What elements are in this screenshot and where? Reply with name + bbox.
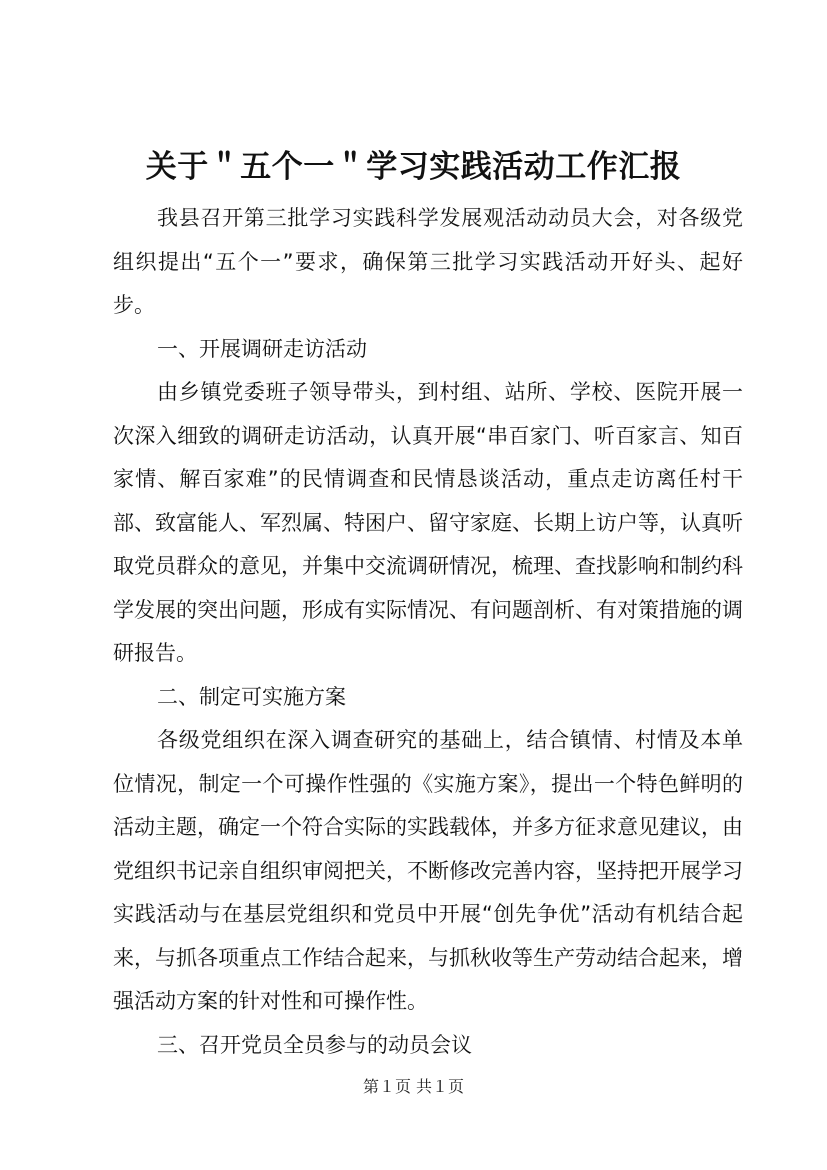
document-body [113,197,743,1067]
intro-paragraph: 我县召开第三批学习实践科学发展观活动动员大会，对各级党组织提出“五个一”要求，确保第三批学习实践活动开好头、起好步。 [113,206,743,317]
section-heading-2: 二、制定可实施方案 [157,684,346,709]
section-heading-1: 一、开展调研走访活动 [157,336,367,361]
section-paragraph-2: 各级党组织在深入调查研究的基础上，结合镇情、村情及本单位情况，制定一个可操作性强的《实施方案》，提出一个特色鲜明的活动主题，确定一个符合实际的实践载体，并多方征求意见建议，由党组织书记亲自组织审阅把关，不断修改完善内容，坚持把开展学习实践活动与在基层党组织和党员中开展“创先争优”活动有机结合起来，与抓各项重点工作结合起来，与抓秋收等生产劳动结合起来，增强活动方案的针对性和可操作性。 [113,728,743,1013]
section-paragraph-1: 由乡镇党委班子领导带头，到村组、站所、学校、医院开展一次深入细致的调研走访活动，认真开展“串百家门、听百家言、知百家情、解百家难”的民情调查和民情恳谈活动，重点走访离任村干部、致富能人、军烈属、特困户、留守家庭、长期上访户等，认真听取党员群众的意见，并集中交流调研情况，梳理、查找影响和制约科学发展的突出问题，形成有实际情况、有问题剖析、有对策措施的调研报告。 [113,380,743,665]
section-heading-3: 三、召开党员全员参与的动员会议 [157,1032,472,1057]
page-number-footer: 第１页 共１页 [362,1077,465,1096]
document-title: 关于＂五个一＂学习实践活动工作汇报 [145,149,682,185]
